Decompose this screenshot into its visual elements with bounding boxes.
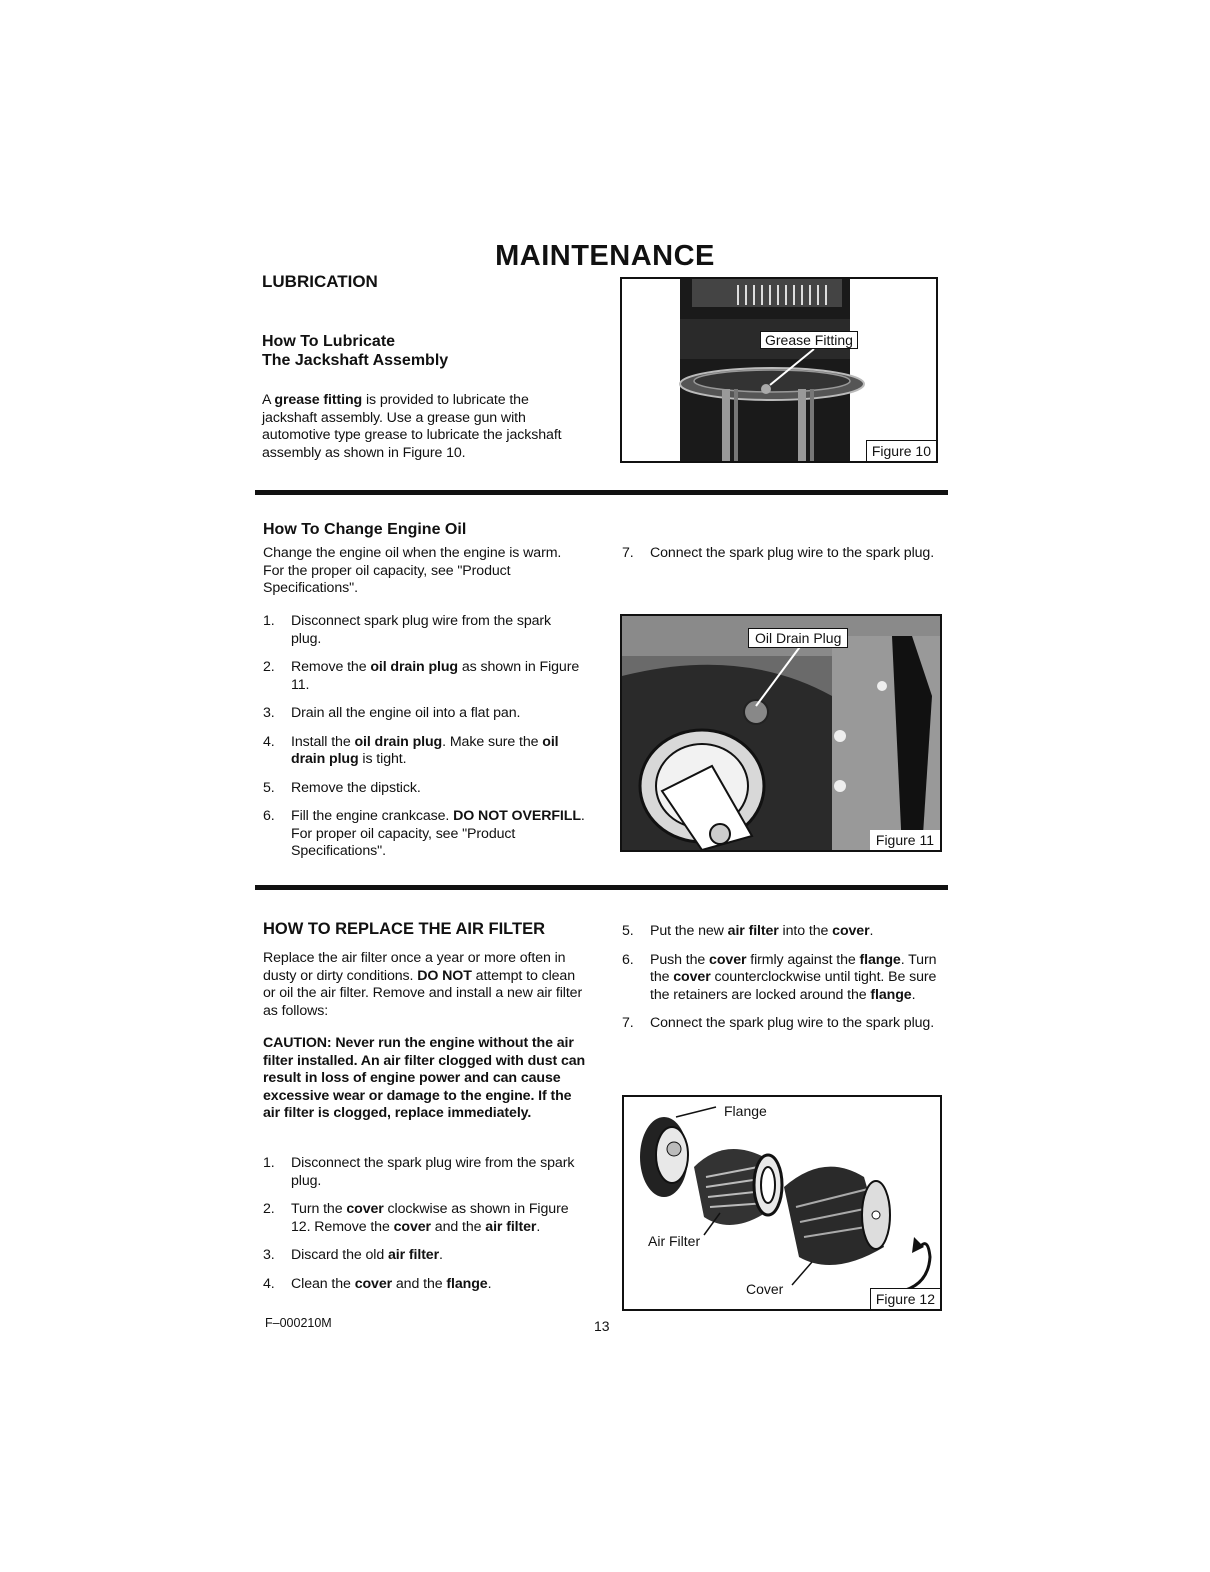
air-filter-caution: CAUTION: Never run the engine without the air filter installed. An air filter clogged with dust can result in loss of engine power and can cause excessive wear or damage to the engine. If the air filter is clogged, replace immediately. <box>263 1035 586 1121</box>
air-filter-illustration <box>624 1097 940 1309</box>
engine-oil-steps-col2 <box>622 545 944 574</box>
engine-oil-heading: How To Change Engine Oil <box>263 521 467 538</box>
jackshaft-illustration <box>622 279 936 461</box>
engine-oil-step-1: 1. Disconnect spark plug wire from the spark plug. <box>263 613 552 647</box>
air-filter-step-1: 1. Disconnect the spark plug wire from the spark plug. <box>263 1155 575 1189</box>
air-filter-label: Air Filter <box>648 1233 701 1249</box>
figure-10-caption: Figure 10 <box>866 440 936 461</box>
grease-fitting-label: Grease Fitting <box>760 331 858 349</box>
lubricate-subheading-line2: The Jackshaft Assembly <box>262 352 449 369</box>
engine-oil-step-6: 6. Fill the engine crankcase. DO NOT OVERFILL. For proper oil capacity, see "Product Specifications". <box>263 808 585 859</box>
lubrication-heading: LUBRICATION <box>262 272 378 291</box>
figure-12-caption: Figure 12 <box>870 1288 940 1309</box>
air-filter-step-6: 6. Push the cover firmly against the flange. Turn the cover counterclockwise until tight. Be sure the retainers are locked around the flange. <box>622 951 937 1003</box>
engine-oil-step-2: 2. Remove the oil drain plug as shown in Figure 11. <box>263 659 580 693</box>
engine-oil-step-5: 5. Remove the dipstick. <box>263 779 421 796</box>
engine-oil-step-3: 3. Drain all the engine oil into a flat pan. <box>263 705 521 721</box>
page-title: MAINTENANCE <box>495 240 715 272</box>
lubricate-paragraph: A grease fitting is provided to lubricate the jackshaft assembly. Use a grease gun with automotive type grease to lubricate the jackshaft assembly as shown in Figure 10. <box>262 392 562 461</box>
air-filter-step-7: 7. Connect the spark plug wire to the spark plug. <box>622 1015 935 1031</box>
oil-drain-plug-label: Oil Drain Plug <box>748 628 848 648</box>
page-number: 13 <box>594 1318 610 1334</box>
figure-12 <box>622 1095 942 1311</box>
flange-label: Flange <box>724 1103 767 1119</box>
cover-label: Cover <box>746 1281 784 1297</box>
engine-oil-step-4: 4. Install the oil drain plug. Make sure the oil drain plug is tight. <box>263 733 559 767</box>
air-filter-heading: HOW TO REPLACE THE AIR FILTER <box>263 920 546 938</box>
figure-10 <box>620 277 938 463</box>
figure-11 <box>620 614 942 852</box>
air-filter-step-5: 5. Put the new air filter into the cover. <box>622 923 874 939</box>
air-filter-steps <box>263 1155 587 1304</box>
figure-11-caption: Figure 11 <box>870 830 940 850</box>
document-code: F–000210M <box>265 1316 332 1330</box>
section-divider-2 <box>255 885 948 890</box>
lubricate-subheading <box>262 332 448 370</box>
lubricate-subheading-line1: How To Lubricate <box>262 333 396 350</box>
air-filter-intro: Replace the air filter once a year or more often in dusty or dirty conditions. DO NOT attempt to clean or oil the air filter. Remove and install a new air filter as follows: <box>263 950 583 1019</box>
air-filter-step-3: 3. Discard the old air filter. <box>263 1247 443 1263</box>
engine-oil-intro: Change the engine oil when the engine is warm. For the proper oil capacity, see "Product Specifications". <box>263 545 562 596</box>
air-filter-step-2: 2. Turn the cover clockwise as shown in Figure 12. Remove the cover and the air filter. <box>263 1201 569 1235</box>
air-filter-step-4: 4. Clean the cover and the flange. <box>263 1275 492 1292</box>
oil-drain-illustration <box>622 616 940 850</box>
air-filter-steps-col2 <box>622 923 944 1044</box>
engine-oil-steps <box>263 613 585 872</box>
section-divider-1 <box>255 490 948 495</box>
engine-oil-step-7: 7. Connect the spark plug wire to the spark plug. <box>622 545 935 561</box>
